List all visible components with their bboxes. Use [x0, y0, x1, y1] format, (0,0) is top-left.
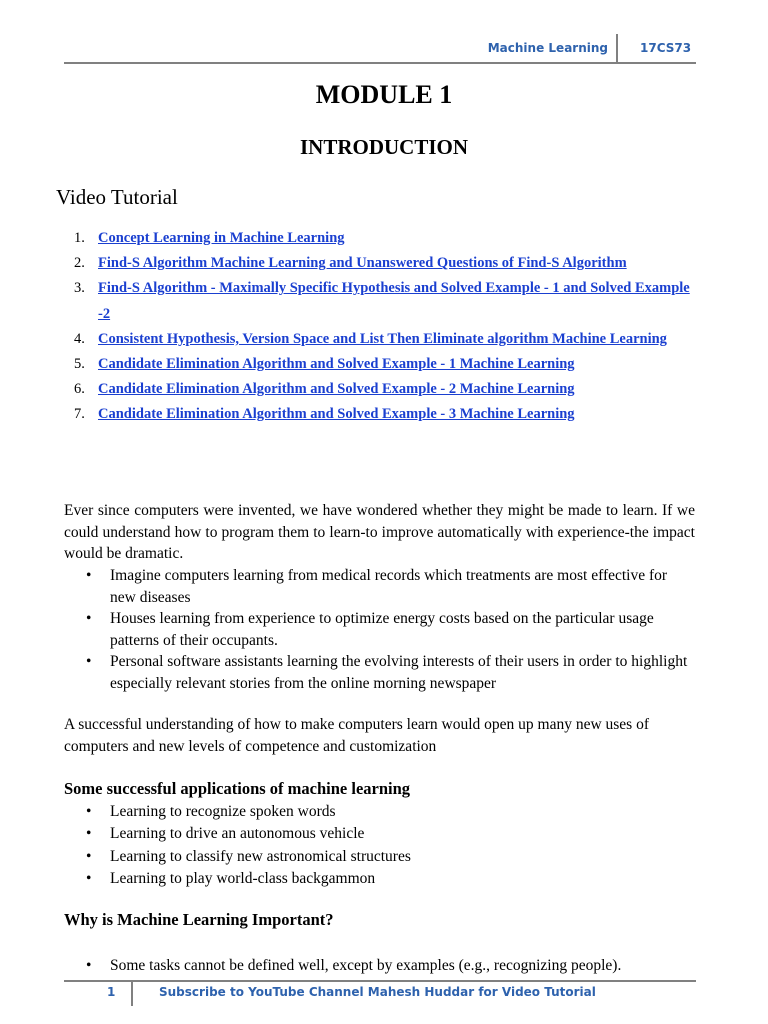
footer-divider: [131, 982, 133, 1006]
applications-heading: Some successful applications of machine learning: [64, 779, 411, 798]
header-divider: [616, 34, 618, 62]
intro-paragraph: Ever since computers were invented, we have wondered whether they might be made to learn. If we could understand how to program them to learn-to improve automatically with experience-the impact would be dramatic.: [64, 502, 695, 562]
list-item: [64, 955, 695, 977]
video-link[interactable]: Consistent Hypothesis, Version Space and List Then Eliminate algorithm Machine Learning: [98, 330, 667, 347]
applications-list: [64, 801, 695, 890]
video-link-item: [64, 327, 704, 352]
bullet-icon: •: [86, 825, 92, 843]
list-number: 7.: [74, 406, 85, 423]
footer-rule: [64, 980, 696, 982]
list-item: [64, 846, 695, 868]
importance-heading: Why is Machine Learning Important?: [64, 910, 334, 929]
bullet-icon: •: [86, 803, 92, 820]
page-header: [0, 40, 768, 62]
bullet-text: Personal software assistants learning the evolving interests of their users in order to highlight especially relevant stories from the online morning newspaper: [110, 653, 688, 692]
list-item: [64, 608, 695, 651]
video-link-item: [64, 402, 704, 427]
list-number: 3.: [74, 280, 85, 297]
header-rule: [64, 62, 696, 64]
section-title: INTRODUCTION: [299, 135, 469, 159]
bullet-icon: •: [86, 847, 92, 865]
list-item: [64, 823, 695, 845]
list-item: [64, 801, 695, 823]
video-tutorial-heading: Video Tutorial: [56, 185, 178, 209]
video-link-item: [64, 352, 704, 377]
video-link-item: [64, 251, 704, 276]
bullet-text: Houses learning from experience to optimize energy costs based on the particular usage patterns of their occupants.: [110, 610, 654, 649]
module-title: MODULE 1: [315, 80, 453, 109]
list-number: 5.: [74, 356, 85, 373]
bullet-text: Learning to classify new astronomical structures: [110, 847, 411, 865]
list-item: [64, 868, 695, 890]
header-subject: Machine Learning: [487, 41, 608, 55]
list-number: 2.: [74, 255, 85, 272]
bullet-text: Learning to play world-class backgammon: [110, 869, 376, 887]
bullet-text: Learning to drive an autonomous vehicle: [110, 825, 365, 843]
header-course-code: 17CS73: [640, 41, 692, 55]
bullet-icon: •: [86, 957, 92, 974]
list-item: [64, 565, 695, 608]
video-link[interactable]: Candidate Elimination Algorithm and Solved Example - 2 Machine Learning: [98, 381, 575, 398]
understanding-paragraph: A successful understanding of how to make computers learn would open up many new uses of computers and new levels of competence and customization: [64, 716, 649, 755]
bullet-icon: •: [86, 567, 92, 584]
video-link[interactable]: Candidate Elimination Algorithm and Solved Example - 3 Machine Learning: [98, 406, 575, 423]
video-link-item: [64, 276, 704, 326]
bullet-text: Some tasks cannot be defined well, except by examples (e.g., recognizing people).: [110, 957, 622, 974]
page-number: 1: [107, 985, 116, 999]
video-link-item: [64, 226, 704, 251]
list-number: 4.: [74, 330, 85, 347]
video-link-item: [64, 377, 704, 402]
importance-list: [64, 955, 695, 977]
video-link[interactable]: Find-S Algorithm - Maximally Specific Hypothesis and Solved Example - 1 and Solved Example -2: [98, 280, 690, 322]
bullet-icon: •: [86, 869, 92, 887]
list-number: 1.: [74, 230, 85, 246]
video-link[interactable]: Concept Learning in Machine Learning: [98, 230, 345, 246]
list-item: [64, 651, 695, 694]
bullet-icon: •: [86, 610, 92, 627]
video-link-list: [64, 226, 704, 428]
video-link[interactable]: Find-S Algorithm Machine Learning and Unanswered Questions of Find-S Algorithm: [98, 255, 627, 272]
list-number: 6.: [74, 381, 85, 398]
intro-bullet-list: [64, 565, 695, 694]
video-link[interactable]: Candidate Elimination Algorithm and Solved Example - 1 Machine Learning: [98, 356, 575, 373]
bullet-text: Imagine computers learning from medical records which treatments are most effective for new diseases: [110, 567, 668, 606]
bullet-icon: •: [86, 653, 92, 670]
footer-text: Subscribe to YouTube Channel Mahesh Huddar for Video Tutorial: [159, 985, 596, 999]
bullet-text: Learning to recognize spoken words: [110, 803, 336, 820]
